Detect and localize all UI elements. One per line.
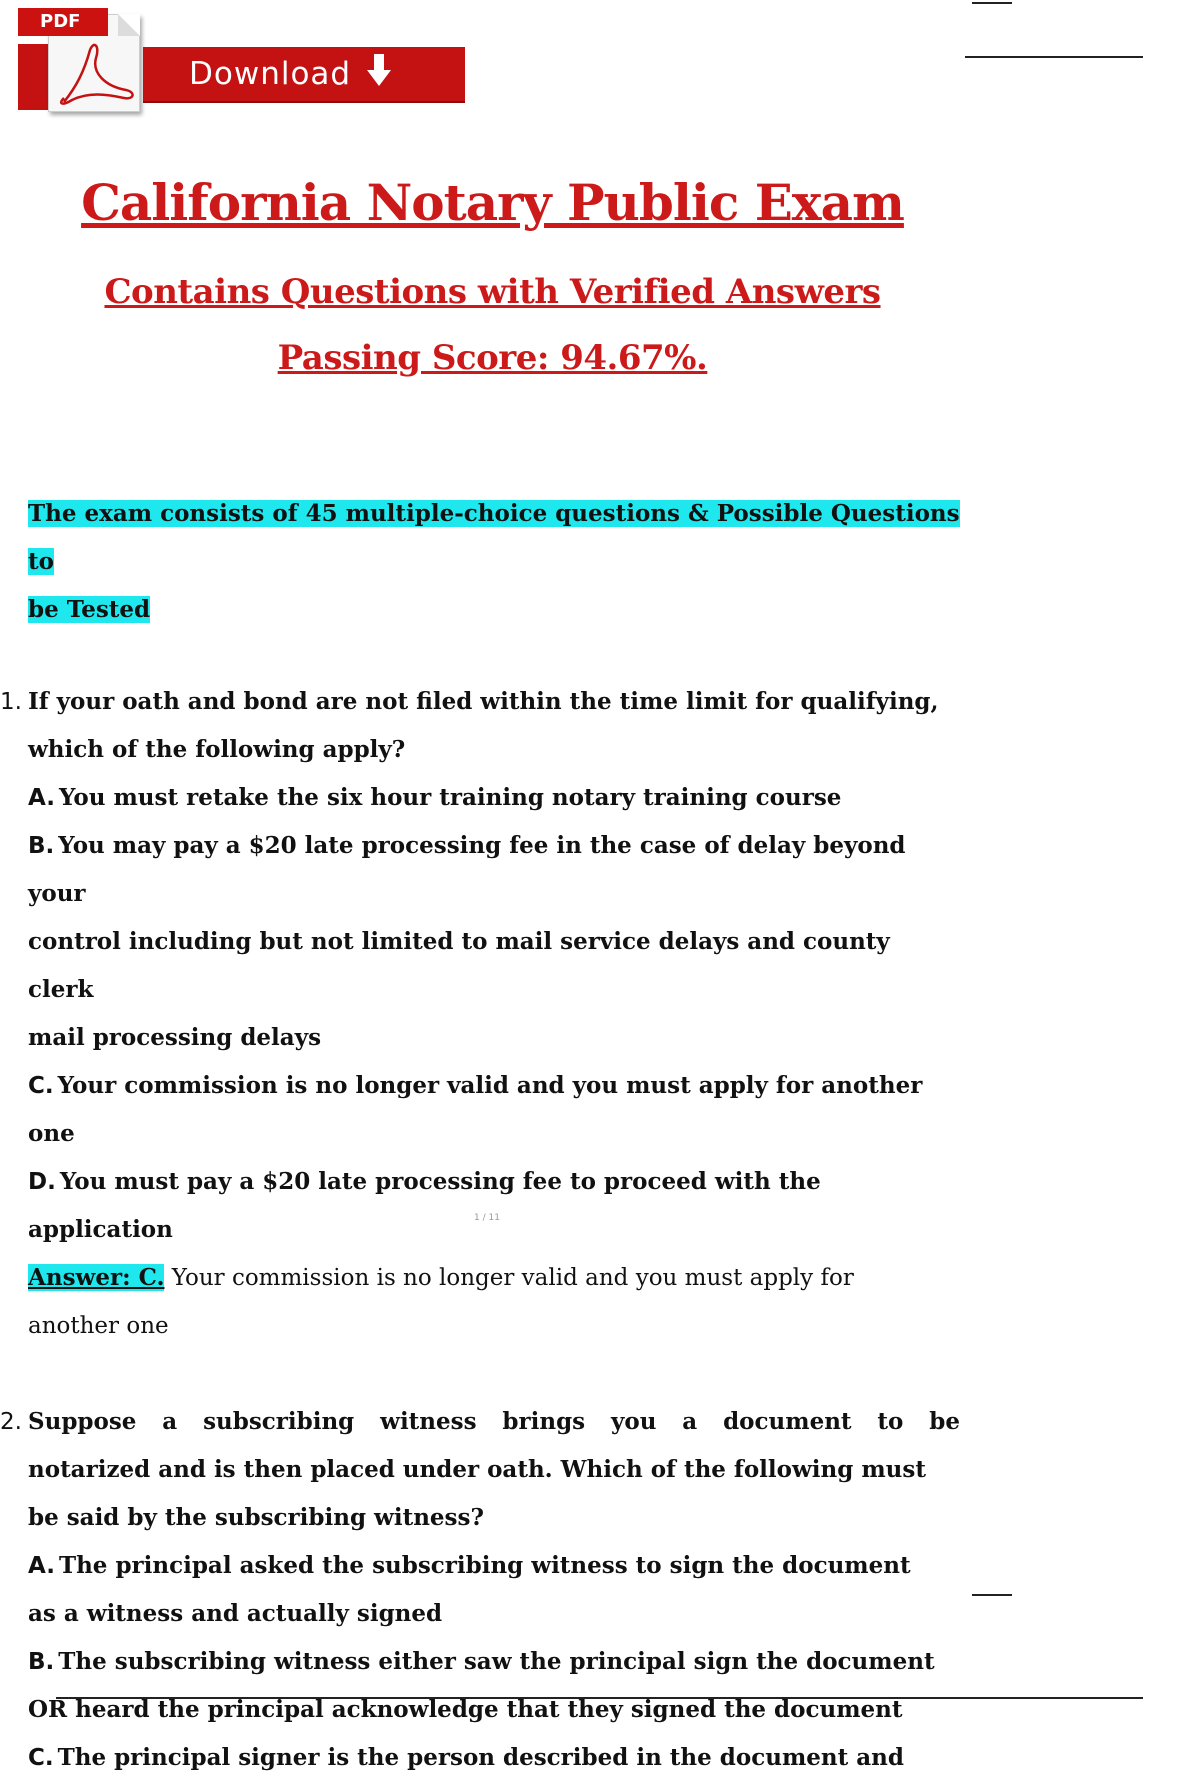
question-text-line: notarized and is then placed under oath. Which of the following must bbox=[28, 1456, 926, 1483]
download-label: Download bbox=[189, 56, 352, 92]
option-text: Your commission is no longer valid and you must apply for another one bbox=[28, 1072, 923, 1147]
option-c bbox=[28, 1062, 960, 1158]
download-button[interactable] bbox=[143, 47, 465, 103]
option-b-cont: OR heard the principal acknowledge that they signed the document bbox=[28, 1696, 903, 1723]
pdf-tag: PDF bbox=[18, 8, 108, 36]
page-title: California Notary Public Exam bbox=[81, 173, 904, 232]
exam-content bbox=[0, 490, 960, 1782]
pdf-left-bar bbox=[18, 44, 48, 110]
question-text-line: be said by the subscribing witness? bbox=[28, 1504, 484, 1531]
answer-line bbox=[28, 1254, 960, 1302]
intro-line-2: be Tested bbox=[28, 596, 151, 623]
option-b-cont: control including but not limited to mail service delays and county clerk bbox=[28, 928, 890, 1003]
question-text-line: If your oath and bond are not filed within the time limit for qualifying, bbox=[28, 688, 939, 715]
acrobat-logo-icon bbox=[54, 42, 136, 108]
bottom-short-rule bbox=[972, 1594, 1012, 1596]
option-letter: B. bbox=[28, 833, 55, 859]
page-marker: 1 / 11 bbox=[474, 1213, 500, 1223]
option-letter: A. bbox=[28, 785, 55, 811]
option-d bbox=[28, 1158, 960, 1254]
question-number: 2. bbox=[0, 1409, 22, 1435]
option-text: You must retake the six hour training notary training course bbox=[58, 784, 842, 811]
top-short-rule bbox=[972, 2, 1012, 4]
option-c bbox=[28, 1734, 960, 1782]
option-text: The subscribing witness either saw the principal sign the document bbox=[58, 1648, 935, 1675]
option-text: The principal asked the subscribing witness to sign the document bbox=[58, 1552, 911, 1579]
answer-text-cont: another one bbox=[28, 1313, 169, 1339]
option-b bbox=[28, 822, 960, 918]
question-2 bbox=[0, 1398, 960, 1782]
option-a bbox=[28, 1542, 960, 1590]
question-text-line: Suppose a subscribing witness brings you a document to be bbox=[28, 1408, 960, 1435]
top-right-rule bbox=[965, 56, 1143, 58]
option-letter: B. bbox=[28, 1649, 55, 1675]
question-text-line: which of the following apply? bbox=[28, 736, 406, 763]
intro-line-1: The exam consists of 45 multiple-choice questions & Possible Questions to bbox=[28, 500, 960, 575]
option-text: The principal signer is the person described in the document and bbox=[57, 1744, 904, 1771]
option-a bbox=[28, 774, 960, 822]
question-1 bbox=[0, 678, 960, 1350]
option-text: You may pay a $20 late processing fee in the case of delay beyond your bbox=[28, 832, 906, 907]
download-arrow-icon bbox=[367, 54, 391, 94]
question-spacer bbox=[0, 1350, 960, 1398]
question-number: 1. bbox=[0, 689, 22, 715]
passing-score: Passing Score: 94.67%. bbox=[277, 338, 708, 378]
answer-label: Answer: C. bbox=[28, 1264, 165, 1291]
option-text: You must pay a $20 late processing fee to proceed with the application bbox=[28, 1168, 821, 1243]
option-b-cont: mail processing delays bbox=[28, 1024, 322, 1051]
answer-text: Your commission is no longer valid and you must apply for bbox=[171, 1265, 854, 1291]
option-letter: C. bbox=[28, 1073, 54, 1099]
page-subtitle: Contains Questions with Verified Answers bbox=[104, 272, 881, 312]
page-fold bbox=[118, 14, 140, 36]
option-b bbox=[28, 1638, 960, 1686]
option-letter: D. bbox=[28, 1169, 56, 1195]
pdf-download-banner[interactable] bbox=[18, 8, 143, 112]
option-letter: A. bbox=[28, 1553, 55, 1579]
exam-intro bbox=[28, 490, 960, 634]
option-letter: C. bbox=[28, 1745, 54, 1771]
option-a-cont: as a witness and actually signed bbox=[28, 1600, 443, 1627]
